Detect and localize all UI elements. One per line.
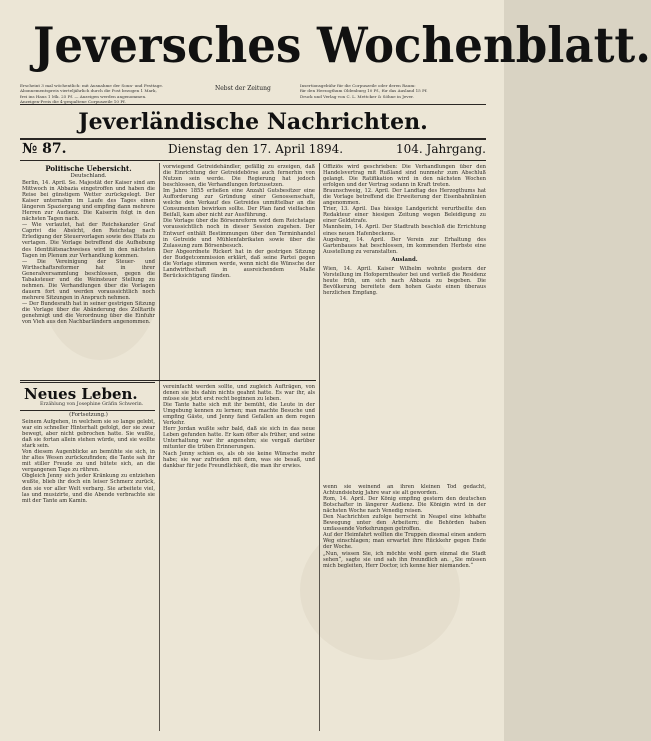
news-column-2 <box>163 164 315 378</box>
issue-volume: 104. Jahrgang. <box>395 142 486 156</box>
meta-line: frei ins Haus 1 Mk. 25 Pf. — Anzeigen werden angenommen. <box>20 93 147 99</box>
masthead-title: Jeversches Wochenblatt. <box>33 16 651 74</box>
story-paragraph: wenn sie weinend an ihren kleinen Tod gedacht, Achtundsiebzig Jahre war sie alt geworden. <box>323 484 486 497</box>
meta-line: Anzeigen-Preis die 4-gespaltene Corpuszeile 10 Pf. <box>20 99 126 105</box>
continuation-note: (Fortsetzung.) <box>69 412 108 418</box>
issue-rule-bottom <box>20 160 486 161</box>
germany-heading: Deutschland. <box>70 173 107 179</box>
article-paragraph: Im Jahre 1855 erließen eine Anzahl Gutsbesitzer eine Aufforderung zur Gründung einer Genossenschaft, welche den Verkauf des Getreides unmittelbar an die Consumenten bewirken sollte. Der Plan fand vielfachen Beifall, kam aber nicht zur Ausführung. <box>163 188 315 219</box>
story-paragraph: vereinfacht werden sollte, und zugleich Aufträgen, von denen sie bis dahin nichts geahnt hatte. Es war ihr, als müsse sie jetzt erst recht beginnen zu leben. <box>163 384 315 403</box>
article-paragraph: Braunschweig, 12. April. Der Landtag des Herzogthums hat die Vorlage betreffend die Erweiterung der Eisenbahnlinien angenommen. <box>323 188 486 207</box>
meta-line: Abonnementspreis vierteljährlich durch die Post bezogen 1 Mark, <box>20 88 157 94</box>
article-paragraph: vorwiegend Getreidehändler, gefällig zu erzeigen, daß die Einrichtung der Getreidebörse auch fernerhin von Nutzen sein werde. Die Regierung hat jedoch beschlossen, die Verhandlungen fortzusetzen. <box>163 164 315 189</box>
news-column-3 <box>323 164 486 480</box>
feuilleton-rule <box>20 380 316 381</box>
story-column-3 <box>323 484 486 730</box>
politics-heading: Politische Uebersicht. <box>45 164 132 173</box>
meta-line: Insertionsgebühr für die Corpuszeile oder deren Raum: <box>300 83 416 88</box>
article-paragraph: Wien, 14. April. Kaiser Wilhelm wohnte gestern der Vorstellung im Hofoperntheater bei und verließ die Residenz heute früh, um sich nach Abbazia zu begeben. Die Bevölkerung bereitete dem hohen Gaste einen überaus herzlichen Empfang. <box>323 265 486 296</box>
supplement-note: Nebst der Zeitung <box>215 85 271 92</box>
story-column-2 <box>163 384 315 730</box>
story-paragraph: Die Tante hatte sich mit ihr bemüht, die Leute in der Umgebung kennen zu lernen; man machte Besuche und empfing Gäste, und Jenny fand Gefallen an dem regen Verkehr. <box>163 402 315 427</box>
article-paragraph: — Wie verlautet, hat der Reichskanzler Graf Caprivi die Absicht, den Reichstag nach Erledigung der Steuervorlagen sowie des Etats zu vertagen. Die Vorlage betreffend die Aufhebung des Identitätsnachweises wird in den nächsten Tagen im Plenum zur Verhandlung kommen. <box>22 222 155 259</box>
story-paragraph: Obgleich Jenny sich jeder Kränkung zu entziehen wußte, blieb ihr doch ein leiser Schmerz zurück, den sie vor aller Welt verbarg. Sie arbeitete viel, las und musizirte, und die Abende verbrachte sie mit der Tante am Kamin. <box>22 473 155 504</box>
article-paragraph: Die Vorlage über die Börsenreform wird dem Reichstage voraussichtlich noch in dieser Session zugehen. Der Entwurf enthält Bestimmungen über den Terminhandel in Getreide und Mühlenfabrikaten sowie über die Zulassung zum Börsenbesuch. <box>163 218 315 249</box>
story-paragraph: Auf der Heimfahrt wollten die Truppen diesmal einen andern Weg einschlagen; man erwartet ihre Rückkehr gegen Ende der Woche. <box>323 532 486 551</box>
article-paragraph: Der Abgeordnete Rickert hat in der gestrigen Sitzung der Budgetcommission erklärt, daß seine Partei gegen die Vorlage stimmen werde, wenn nicht die Wünsche der Landwirthschaft in ausreichendem Maße Berücksichtigung fänden. <box>163 248 315 279</box>
story-paragraph: Herr Jordan wußte sehr bald, daß sie sich in das neue Leben gefunden hatte. Er kam öfter als früher, und seine Unterhaltung war ihr angenehm; sie vergaß darüber mitunter die trüben Erinnerungen. <box>163 426 315 451</box>
article-paragraph: Offiziös wird geschrieben: Die Verhandlungen über den Handelsvertrag mit Rußland sind nunmehr zum Abschluß gelangt. Die Ratifikation wird in den nächsten Wochen erfolgen und der Vertrag sodann in Kraft treten. <box>323 164 486 189</box>
abroad-heading: Ausland. <box>391 256 418 263</box>
issue-line <box>20 140 486 158</box>
article-paragraph: Berlin, 14. April. Se. Majestät der Kaiser sind am Mittwoch in Abbazia eingetroffen und haben die Reise bei günstigem Wetter zurückgelegt. Der Kaiser unternahm im Laufe des Tages einen längeren Spaziergang und empfing dann mehrere Herren zur Audienz. Die Kaiserin folgt in den nächsten Tagen nach. <box>22 180 155 223</box>
masthead-rule <box>20 104 486 105</box>
story-paragraph: Von diesem Augenblicke an bemühte sie sich, in ihr altes Wesen zurückzufinden; die Tante sah ihr mit stiller Freude zu und hütete sich, an die vergangenen Tage zu rühren. <box>22 449 155 474</box>
story-paragraph: Nach Jenny schien es, als ob sie keine Wünsche mehr habe; sie war zufrieden mit dem, was sie besaß, und dankbar für jede Freundlichkeit, die man ihr erwies. <box>163 450 315 469</box>
meta-line: für den Herzogthum Oldenburg 10 Pf., für das Ausland 15 Pf. <box>300 88 428 94</box>
article-paragraph: — Die Vereinigung der Steuer- und Wirthschaftsreformer hat in ihrer Generalversammlung beschlossen, gegen die Tabaksteuer und die Weinsteuer Stellung zu nehmen. Die Verhandlungen über die Vorlagen dauern fort und werden voraussichtlich noch mehrere Sitzungen in Anspruch nehmen. <box>22 258 155 301</box>
issue-date: Dienstag den 17. April 1894. <box>168 142 344 156</box>
feuilleton-title: Neues Leben. <box>24 385 138 403</box>
article-paragraph: Mannheim, 14. April. Der Stadtrath beschloß die Errichtung eines neuen Hafenbeckens. <box>323 224 486 237</box>
politics-column <box>22 164 155 378</box>
column-divider <box>319 163 320 731</box>
column-divider <box>159 163 160 731</box>
article-paragraph: Augsburg, 14. April. Der Verein zur Erhaltung des Gartenbaues hat beschlossen, im kommenden Herbste eine Ausstellung zu veranstalten. <box>323 236 486 255</box>
story-paragraph: Seinem Aufgehen, in welchem sie so lange gelebt, war ein schneller Hinterhalt gefolgt, der sie zwar bewegt, aber nicht gebrochen hatte. Sie wußte, daß sie fortan allein stehen würde, und sie wollte stark sein. <box>22 419 155 450</box>
feuilleton-column <box>22 412 155 730</box>
meta-line: Druck und Verlag von C. L. Mettcker & Söhne in Jever. <box>300 93 414 99</box>
feuilleton-byline: Erzählung von Josephine Gräfin Schwerin. <box>40 402 144 407</box>
meta-line: Erscheint 3 mal wöchentlich: mit Ausnahme der Sonn- und Festtage. <box>20 83 164 88</box>
subscription-info <box>20 83 180 105</box>
issue-number: № 87. <box>22 141 67 157</box>
story-paragraph: Rom, 14. April. Der König empfing gestern den deutschen Botschafter in längerer Audienz. Die Königin wird in der nächsten Woche nach Venedig reisen. <box>323 496 486 515</box>
article-paragraph: Trier, 13. April. Das hiesige Landgericht verurtheilte den Redakteur einer hiesigen Zeitung wegen Beleidigung zu einer Geldstrafe. <box>323 206 486 225</box>
story-paragraph: „Nun, wissen Sie, ich möchte wohl gern einmal die Stadt sehen“, sagte sie und sah ihn freundlich an. „Sie müssen mich begleiten, Herr Doctor, ich kenne hier niemanden.“ <box>323 550 486 569</box>
article-paragraph: — Der Bundesrath hat in seiner gestrigen Sitzung die Vorlage über die Abänderung des Zolltarifs genehmigt und die Verordnung über die Einfuhr von Vieh aus den Nachbarländern angenommen. <box>22 300 155 326</box>
story-paragraph: Den Nachrichten zufolge herrscht in Neapel eine lebhafte Bewegung unter den Arbeitern; die Behörden haben umfassende Vorkehrungen getroffen. <box>323 514 486 533</box>
advertising-info <box>300 83 490 99</box>
masthead-subtitle: Jeverländische Nachrichten. <box>78 109 428 135</box>
